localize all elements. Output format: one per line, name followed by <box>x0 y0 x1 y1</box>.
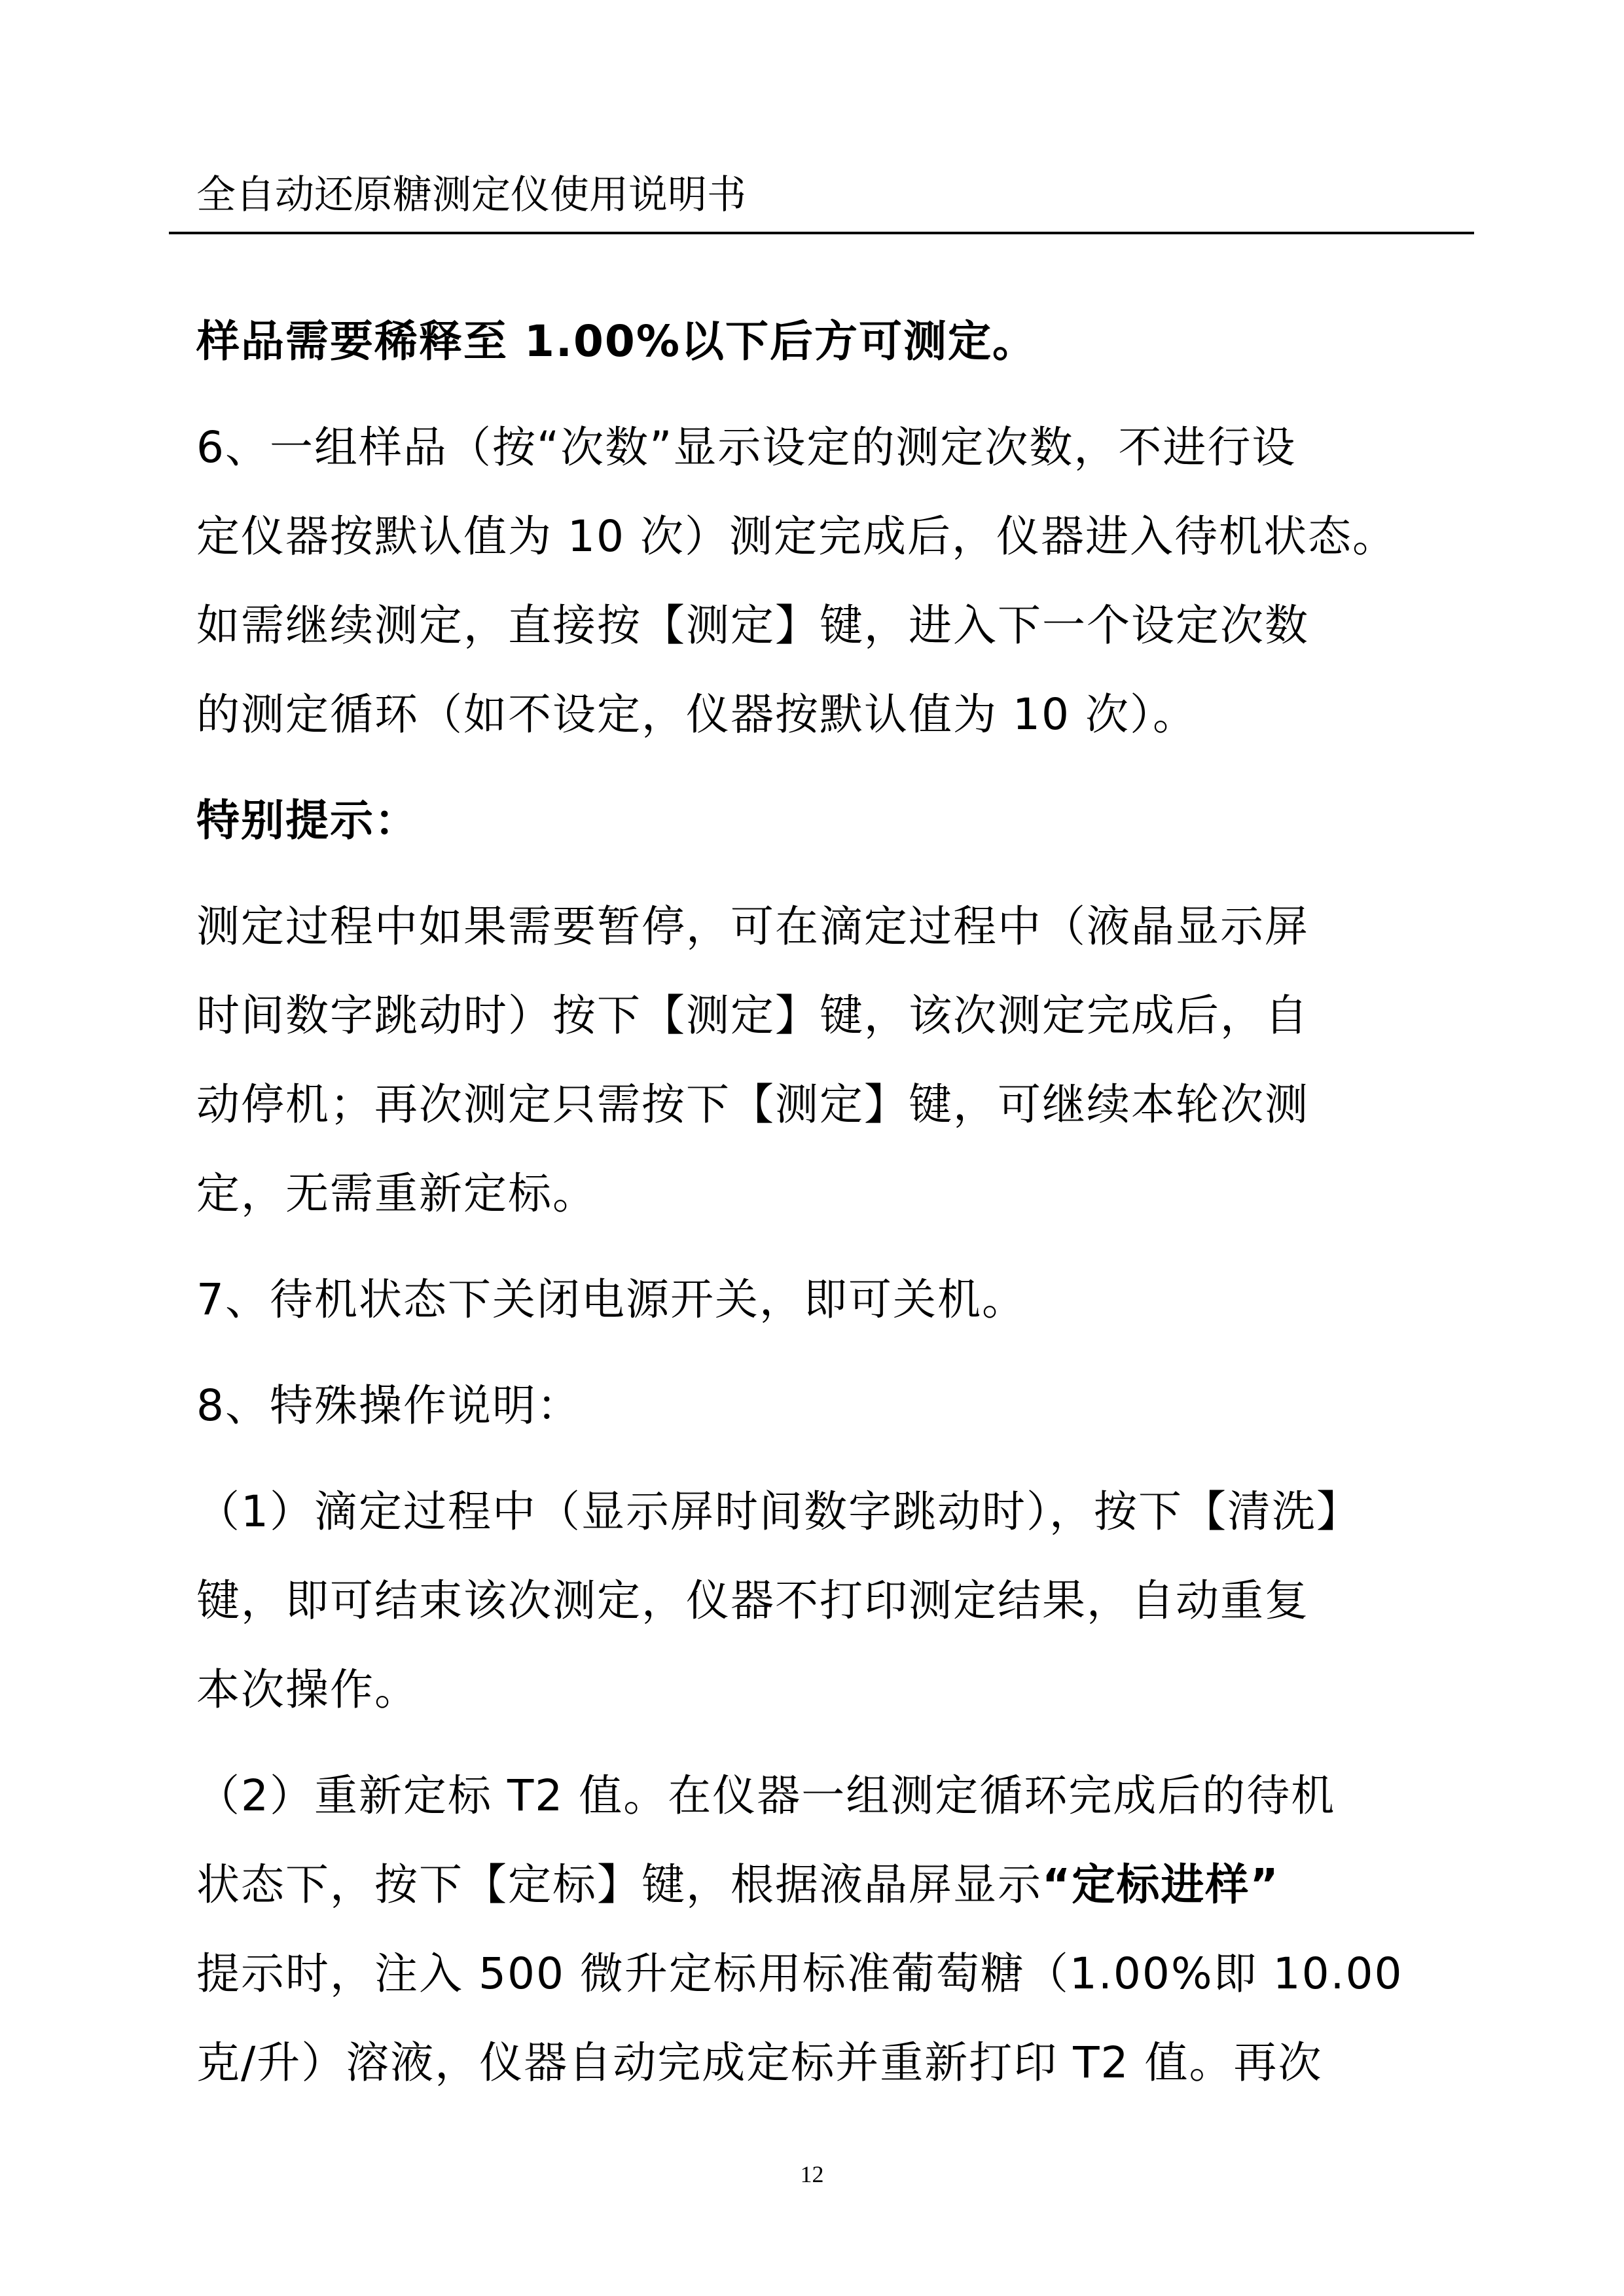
special-tip-line: 测定过程中如果需要暂停，可在滴定过程中（液晶显示屏 <box>196 901 1309 952</box>
dilution-note: 样品需要稀释至 1.00%以下后方可测定。 <box>196 316 1037 367</box>
header-divider <box>169 232 1474 234</box>
sub2-line <box>196 1856 1280 1914</box>
sub2-line: （2）重新定标 T2 值。在仪器一组测定循环完成后的待机 <box>196 1770 1336 1821</box>
sub1-line: 本次操作。 <box>196 1664 419 1715</box>
item7: 7、待机状态下关闭电源开关，即可关机。 <box>196 1274 1026 1325</box>
item6-line: 的测定循环（如不设定，仪器按默认值为 10 次）。 <box>196 689 1197 740</box>
document-title: 全自动还原糖测定仪使用说明书 <box>196 172 746 218</box>
special-tip-line: 动停机；再次测定只需按下【测定】键，可继续本轮次测 <box>196 1079 1309 1130</box>
item6-line: 6、一组样品（按“次数”显示设定的测定次数，不进行设 <box>196 422 1297 473</box>
sub1-line: （1）滴定过程中（显示屏时间数字跳动时），按下【清洗】 <box>196 1486 1361 1537</box>
sub2-line: 克/升）溶液，仪器自动完成定标并重新打印 T2 值。再次 <box>196 2037 1323 2088</box>
item8: 8、特殊操作说明： <box>196 1380 581 1431</box>
special-tip-line: 时间数字跳动时）按下【测定】键，该次测定完成后，自 <box>196 990 1309 1041</box>
sub2-line2-prefix: 状态下，按下【定标】键，根据液晶屏显示 <box>196 1859 1042 1910</box>
page-number: 12 <box>800 2161 824 2187</box>
item6-line: 如需继续测定，直接按【测定】键，进入下一个设定次数 <box>196 600 1309 651</box>
calibration-sample-prompt: “定标进样” <box>1042 1859 1280 1910</box>
special-tip-heading: 特别提示： <box>196 795 419 846</box>
sub2-line: 提示时，注入 500 微升定标用标准葡萄糖（1.00%即 10.00 <box>196 1948 1403 1999</box>
item6-line: 定仪器按默认值为 10 次）测定完成后，仪器进入待机状态。 <box>196 511 1397 562</box>
sub1-line: 键，即可结束该次测定，仪器不打印测定结果，自动重复 <box>196 1575 1309 1626</box>
special-tip-line: 定，无需重新定标。 <box>196 1168 597 1219</box>
